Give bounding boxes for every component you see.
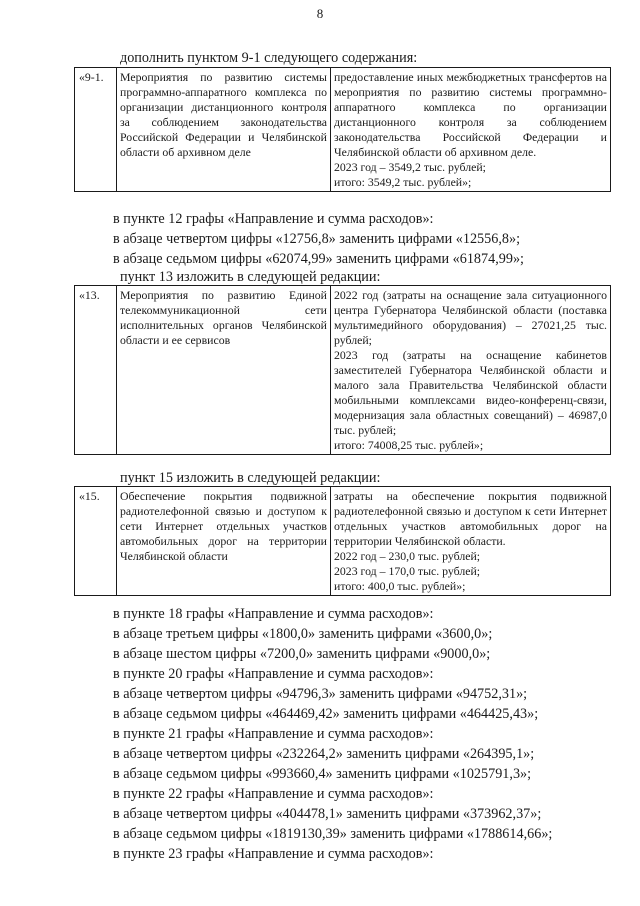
expense-2022: 2022 год – 230,0 тыс. рублей; <box>334 549 481 563</box>
item-measure: Мероприятия по развитию Единой телекоммуникационной сети исполнительных органов Челябинской области и ее сервисов <box>117 286 331 455</box>
table-row <box>75 487 611 596</box>
table-item-9-1 <box>74 67 611 192</box>
item-measure: Мероприятия по развитию системы программно-аппаратного комплекса по организации дистанционного контроля за соблюдением законодательства Российской Федерации и Челябинской области об архивном деле <box>117 68 331 192</box>
table-row <box>75 286 611 455</box>
amendment-line: в абзаце четвертом цифры «12756,8» заменить цифрами «12556,8»; <box>113 231 521 247</box>
amendment-line: в абзаце четвертом цифры «94796,3» заменить цифрами «94752,31»; <box>113 686 528 702</box>
table-item-13 <box>74 285 611 455</box>
amendment-line: в пункте 18 графы «Направление и сумма расходов»: <box>113 606 434 622</box>
amendment-line: в пункте 20 графы «Направление и сумма расходов»: <box>113 666 434 682</box>
intro-15: пункт 15 изложить в следующей редакции: <box>120 470 381 486</box>
item-number: «9-1. <box>75 68 117 192</box>
amendment-line: в абзаце седьмом цифры «464469,42» заменить цифрами «464425,43»; <box>113 706 539 722</box>
expense-2022: 2022 год (затраты на оснащение зала ситуационного центра Губернатора Челябинской области (поставка мультимедийного оборудования) – 27021,25 тыс. рублей; <box>334 288 607 347</box>
amendment-line: в пункте 22 графы «Направление и сумма расходов»: <box>113 786 434 802</box>
amendment-line: в пункте 21 графы «Направление и сумма расходов»: <box>113 726 434 742</box>
item-number: «15. <box>75 487 117 596</box>
item-number: «13. <box>75 286 117 455</box>
expense-total: итого: 3549,2 тыс. рублей»; <box>334 175 472 189</box>
item-expenses <box>331 68 611 192</box>
expense-total: итого: 400,0 тыс. рублей»; <box>334 579 466 593</box>
item-measure: Обеспечение покрытия подвижной радиотелефонной связью и доступом к сети Интернет отдельных участков автомобильных дорог на территории Челябинской области <box>117 487 331 596</box>
amendment-line: в абзаце четвертом цифры «404478,1» заменить цифрами «373962,37»; <box>113 806 542 822</box>
item-expenses <box>331 286 611 455</box>
amendment-line: в абзаце четвертом цифры «232264,2» заменить цифрами «264395,1»; <box>113 746 535 762</box>
item-expenses <box>331 487 611 596</box>
expense-total: итого: 74008,25 тыс. рублей»; <box>334 438 484 452</box>
table-item-15 <box>74 486 611 596</box>
amendment-line: в пункте 23 графы «Направление и сумма расходов»: <box>113 846 434 862</box>
intro-13: пункт 13 изложить в следующей редакции: <box>120 269 381 285</box>
amendment-line: в пункте 12 графы «Направление и сумма расходов»: <box>113 211 434 227</box>
expense-description: предоставление иных межбюджетных трансфертов на мероприятия по развитию системы программно-аппаратного комплекса по организации дистанционного контроля за соблюдением законодательства Российской Федерации и Челябинской области об архивном деле. <box>334 70 607 159</box>
amendment-line: в абзаце третьем цифры «1800,0» заменить цифрами «3600,0»; <box>113 626 493 642</box>
expense-year-2023: 2023 год – 3549,2 тыс. рублей; <box>334 160 486 174</box>
page-number: 8 <box>316 6 324 21</box>
amendment-line: в абзаце седьмом цифры «62074,99» заменить цифрами «61874,99»; <box>113 251 524 267</box>
intro-9-1: дополнить пунктом 9-1 следующего содержания: <box>120 50 418 66</box>
expense-2023: 2023 год – 170,0 тыс. рублей; <box>334 564 481 578</box>
amendment-line: в абзаце шестом цифры «7200,0» заменить цифрами «9000,0»; <box>113 646 491 662</box>
amendment-line: в абзаце седьмом цифры «1819130,39» заменить цифрами «1788614,66»; <box>113 826 553 842</box>
amendment-line: в абзаце седьмом цифры «993660,4» заменить цифрами «1025791,3»; <box>113 766 532 782</box>
expense-description: затраты на обеспечение покрытия подвижной радиотелефонной связью и доступом к сети Интернет отдельных участков автомобильных дорог на территории Челябинской области. <box>334 489 607 548</box>
expense-2023: 2023 год (затраты на оснащение кабинетов заместителей Губернатора Челябинской области и малого зала Правительства Челябинской области мобильными комплексами видео-конференц-связи, модернизация зала областных совещаний) – 46987,0 тыс. рублей; <box>334 348 607 437</box>
table-row <box>75 68 611 192</box>
